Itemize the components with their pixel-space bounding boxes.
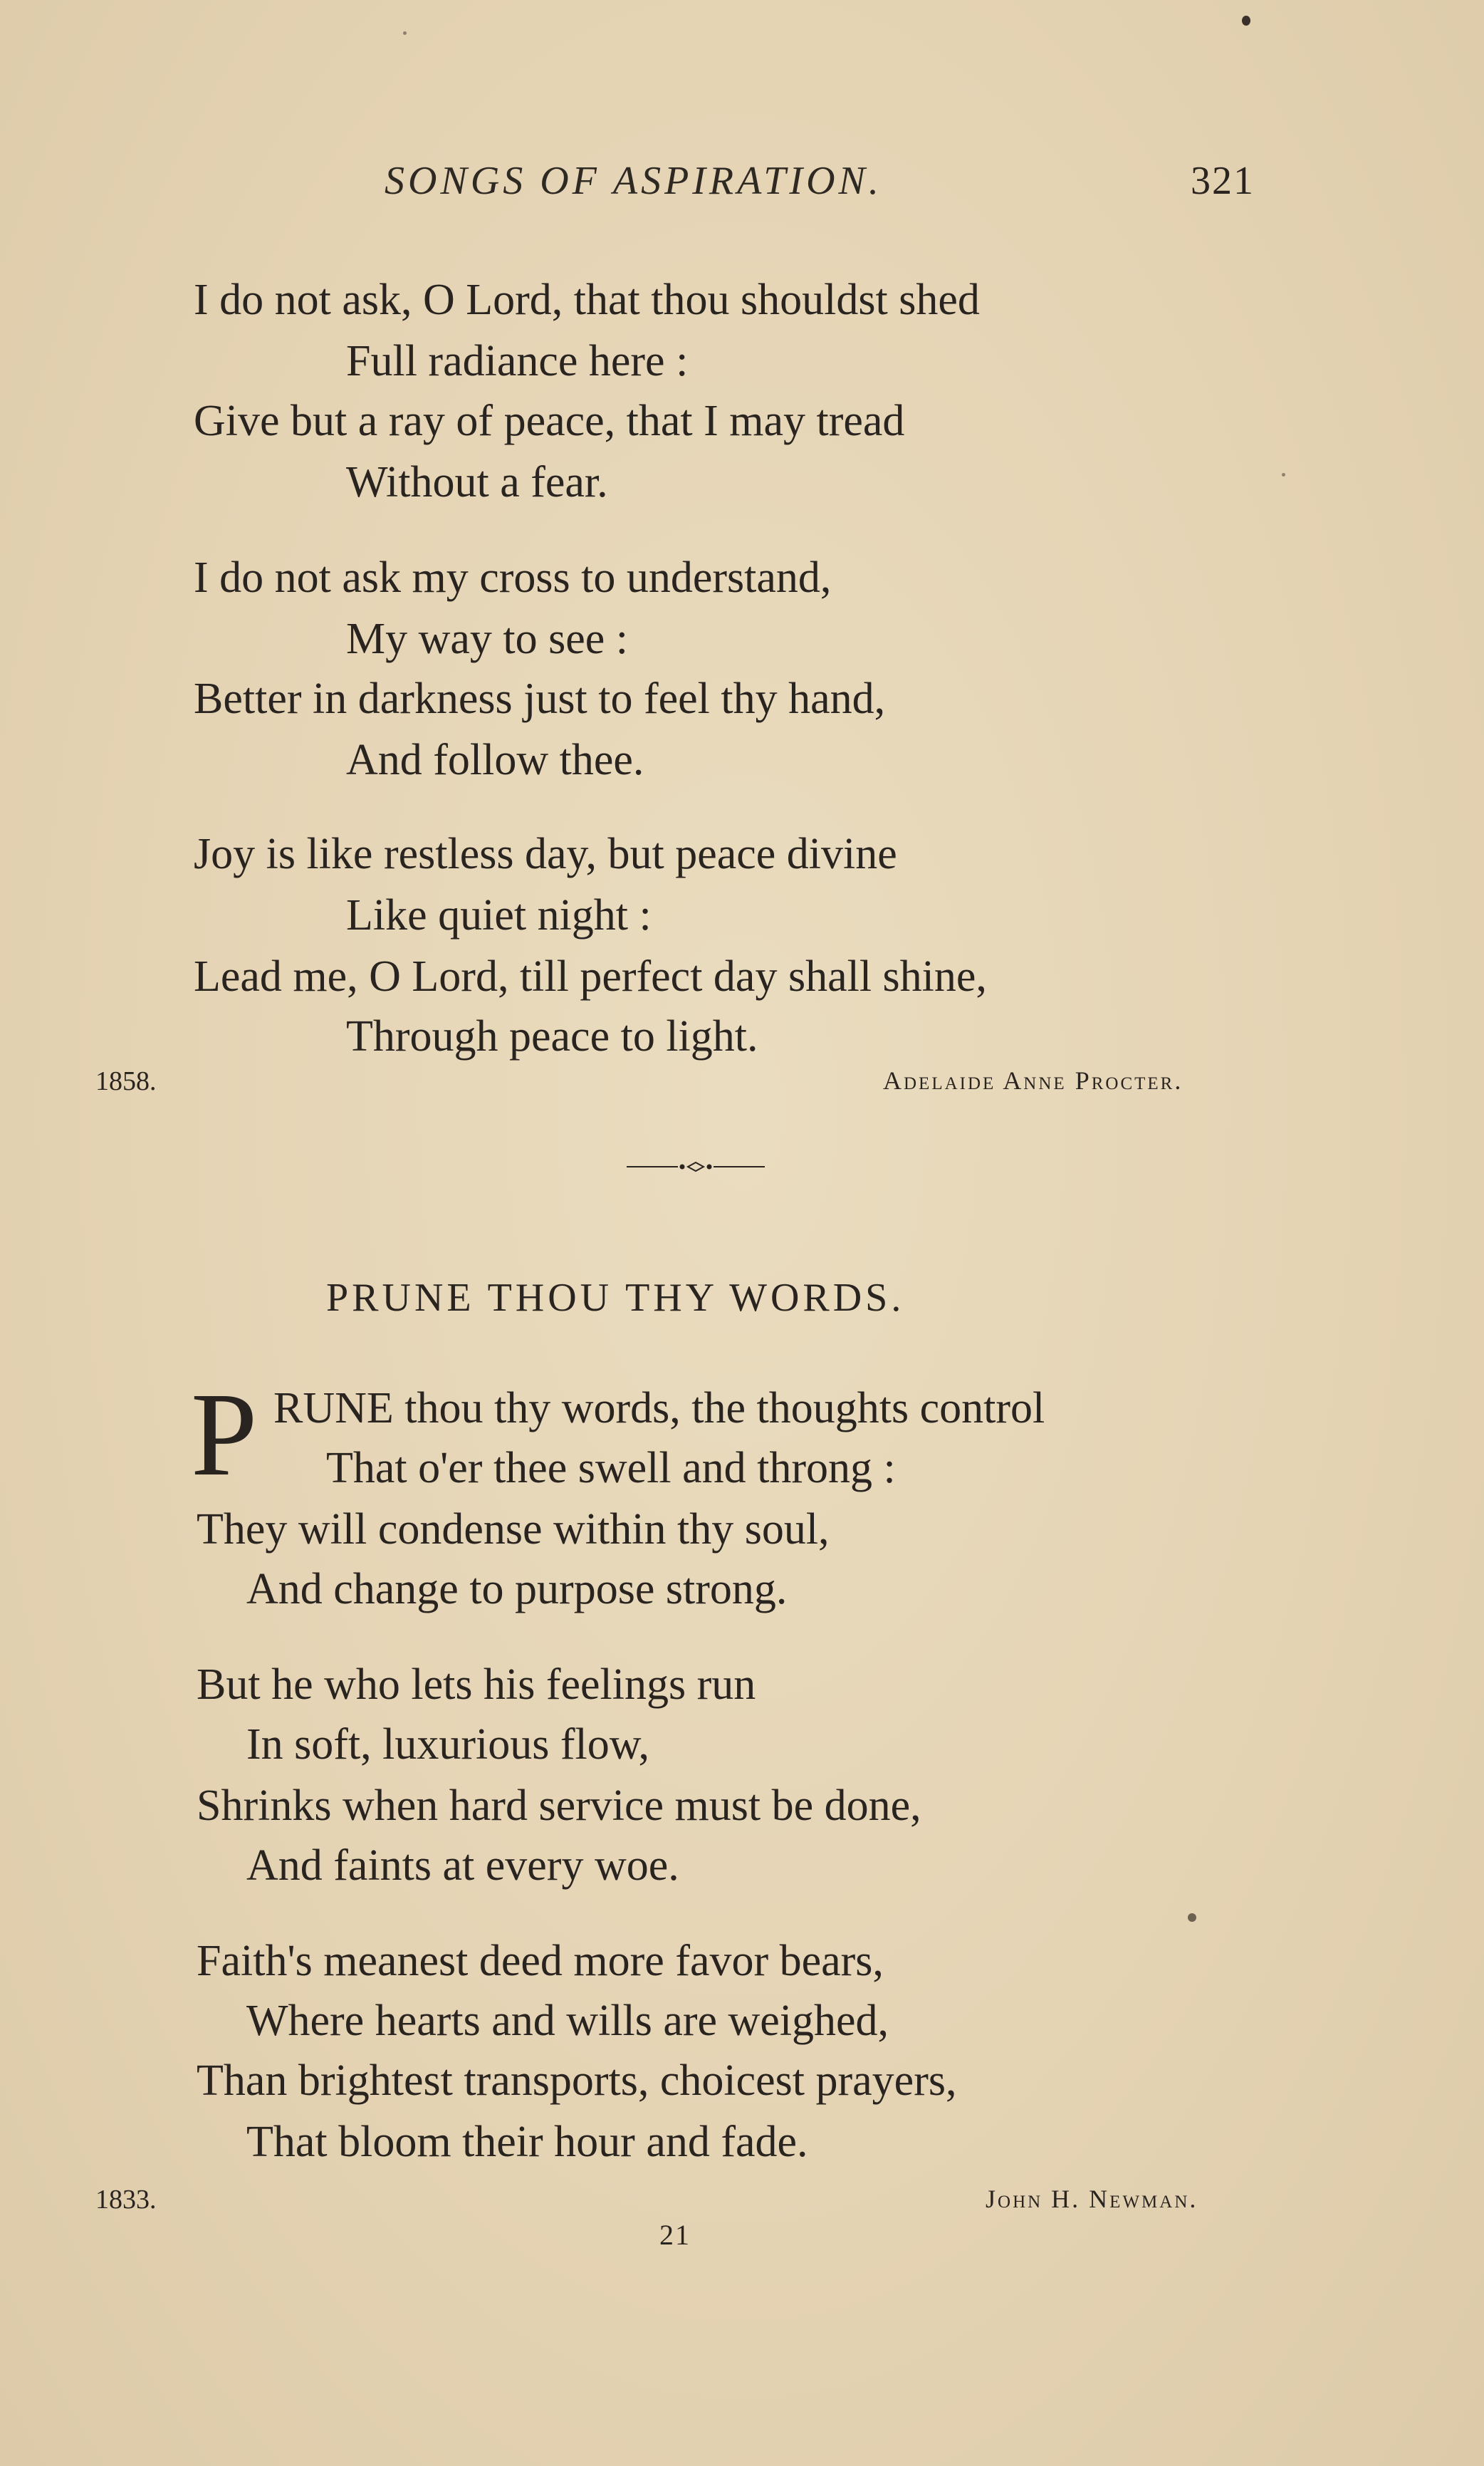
poem-line: But he who lets his feelings run	[197, 1660, 756, 1709]
ink-speck	[1242, 16, 1250, 26]
ink-speck	[1188, 1913, 1196, 1922]
poem-line: I do not ask, O Lord, that thou shouldst shed	[194, 276, 980, 324]
poem-line: Like quiet night :	[346, 891, 652, 940]
ink-speck	[1282, 473, 1285, 477]
poem-line: I do not ask my cross to understand,	[194, 553, 832, 602]
poem-line: My way to see :	[346, 615, 629, 663]
signature-mark: 21	[659, 2219, 691, 2251]
poem-line: And follow thee.	[346, 736, 644, 784]
poem-line: Without a fear.	[346, 458, 608, 506]
ornament-divider	[627, 1160, 765, 1174]
poem-line: That o'er thee swell and throng :	[326, 1444, 896, 1492]
poem-line: Give but a ray of peace, that I may tread	[194, 397, 905, 445]
poem-line: And faints at every woe.	[246, 1841, 679, 1890]
poem-title: PRUNE THOU THY WORDS.	[326, 1276, 905, 1320]
poem-line: Faith's meanest deed more favor bears,	[197, 1937, 884, 1985]
poem-line: In soft, luxurious flow,	[246, 1720, 649, 1769]
page-number: 321	[1191, 159, 1255, 203]
poem-author: Adelaide Anne Procter.	[883, 1066, 1183, 1095]
poem-year: 1833.	[95, 2185, 157, 2215]
poem-line: Full radiance here :	[346, 337, 689, 385]
poem-line: RUNE thou thy words, the thoughts control	[273, 1384, 1045, 1432]
poem-line: Joy is like restless day, but peace divine	[194, 830, 897, 878]
ink-speck	[403, 31, 407, 35]
drop-cap: P	[191, 1368, 258, 1501]
running-head: SONGS OF ASPIRATION.	[385, 159, 882, 203]
poem-line: Better in darkness just to feel thy hand,	[194, 675, 886, 723]
poem-line: Through peace to light.	[346, 1012, 758, 1061]
poem-line: And change to purpose strong.	[246, 1565, 788, 1613]
poem-line: That bloom their hour and fade.	[246, 2118, 808, 2166]
poem-line: Where hearts and wills are weighed,	[246, 1997, 889, 2045]
poem-author: John H. Newman.	[986, 2185, 1198, 2213]
poem-year: 1858.	[95, 1066, 157, 1096]
poem-line: Shrinks when hard service must be done,	[197, 1781, 921, 1830]
poem-line: They will condense within thy soul,	[197, 1505, 830, 1554]
poem-line: Than brightest transports, choicest prayers,	[197, 2056, 957, 2105]
poem-line: Lead me, O Lord, till perfect day shall shine,	[194, 952, 987, 1001]
